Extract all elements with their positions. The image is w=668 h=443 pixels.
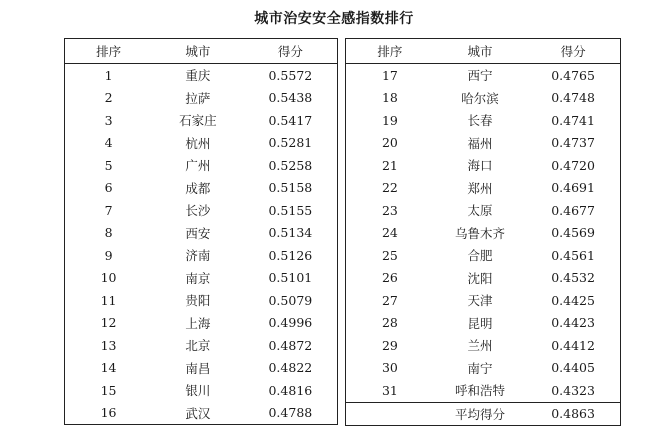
cell-score: 0.4741 <box>551 112 595 128</box>
cell-city: 杭州 <box>185 135 211 151</box>
cell-rank <box>346 402 434 426</box>
cell-score: 0.5079 <box>268 292 313 308</box>
ranking-table-right <box>345 38 621 426</box>
cell-score: 0.4788 <box>244 402 338 425</box>
cell-city: 南宁 <box>467 360 493 376</box>
table-row <box>65 289 338 312</box>
cell-rank: 15 <box>100 382 117 398</box>
cell-rank: 9 <box>104 247 113 263</box>
average-row <box>346 402 621 426</box>
cell-rank: 20 <box>381 135 398 151</box>
cell-rank: 24 <box>381 225 398 241</box>
table-row <box>346 87 621 110</box>
cell-rank: 7 <box>104 202 113 218</box>
cell-rank: 19 <box>381 112 398 128</box>
cell-city: 南京 <box>185 270 211 286</box>
cell-city: 上海 <box>185 315 211 331</box>
cell-rank: 4 <box>104 135 113 151</box>
cell-city: 南昌 <box>185 360 211 376</box>
cell-city: 石家庄 <box>179 113 217 129</box>
header-score: 得分 <box>526 39 620 64</box>
cell-city: 北京 <box>185 338 211 354</box>
cell-rank: 23 <box>381 202 398 218</box>
cell-city: 海口 <box>467 158 493 174</box>
cell-score: 0.4816 <box>268 382 313 398</box>
cell-city: 合肥 <box>467 248 493 264</box>
cell-score: 0.5158 <box>268 180 313 196</box>
cell-score: 0.4423 <box>551 315 595 331</box>
cell-rank: 3 <box>104 112 113 128</box>
cell-score: 0.4720 <box>551 157 595 173</box>
header-city: 城市 <box>434 39 526 64</box>
average-label: 平均得分 <box>434 402 526 426</box>
cell-score: 0.4822 <box>268 360 313 376</box>
cell-rank: 10 <box>100 270 117 286</box>
cell-rank: 21 <box>381 157 398 173</box>
cell-rank: 30 <box>381 360 398 376</box>
table-row <box>65 177 338 200</box>
table-row <box>346 244 621 267</box>
table-row <box>65 357 338 380</box>
cell-rank: 1 <box>104 67 113 83</box>
table-row <box>65 154 338 177</box>
table-row <box>65 267 338 290</box>
cell-score: 0.4748 <box>551 90 595 106</box>
header-rank: 排序 <box>346 39 434 64</box>
table-row <box>346 222 621 245</box>
cell-city: 广州 <box>185 158 211 174</box>
cell-city: 长春 <box>467 113 493 129</box>
table-row <box>346 334 621 357</box>
table-row <box>346 154 621 177</box>
cell-score: 0.4425 <box>551 292 595 308</box>
cell-city: 重庆 <box>185 68 211 84</box>
header-city: 城市 <box>152 39 244 64</box>
cell-rank: 13 <box>100 337 117 353</box>
cell-city: 兰州 <box>467 338 493 354</box>
cell-score: 0.4323 <box>551 382 595 398</box>
table-row <box>346 132 621 155</box>
table-row <box>65 199 338 222</box>
table-row <box>346 109 621 132</box>
cell-rank: 22 <box>381 180 398 196</box>
table-header-row <box>346 39 621 64</box>
cell-city: 贵阳 <box>185 293 211 309</box>
cell-score: 0.4412 <box>551 337 595 353</box>
cell-rank: 27 <box>381 292 398 308</box>
page-title: 城市治安安全感指数排行 <box>254 11 414 27</box>
cell-score: 0.5258 <box>268 157 313 173</box>
table-row <box>346 64 621 87</box>
cell-rank: 25 <box>381 247 398 263</box>
cell-rank: 8 <box>104 225 113 241</box>
cell-score: 0.4872 <box>268 337 313 353</box>
cell-score: 0.5155 <box>268 202 313 218</box>
cell-score: 0.5101 <box>268 270 313 286</box>
table-row <box>65 379 338 402</box>
cell-score: 0.5281 <box>268 135 313 151</box>
cell-city: 沈阳 <box>467 270 493 286</box>
cell-score: 0.4405 <box>551 360 595 376</box>
table-row <box>346 289 621 312</box>
average-score: 0.4863 <box>526 402 620 426</box>
header-rank: 排序 <box>65 39 153 64</box>
cell-rank: 18 <box>381 90 398 106</box>
table-row <box>65 132 338 155</box>
cell-score: 0.5438 <box>268 90 313 106</box>
table-row <box>65 64 338 87</box>
table-row <box>65 334 338 357</box>
table-row <box>65 222 338 245</box>
cell-score: 0.5134 <box>268 225 313 241</box>
table-row <box>65 87 338 110</box>
cell-city: 武汉 <box>152 402 244 425</box>
cell-city: 西安 <box>185 225 211 241</box>
cell-rank: 2 <box>104 90 113 106</box>
cell-city: 西宁 <box>467 68 493 84</box>
cell-score: 0.5417 <box>268 112 313 128</box>
cell-city: 济南 <box>185 248 211 264</box>
cell-city: 昆明 <box>467 315 493 331</box>
header-score: 得分 <box>244 39 338 64</box>
table-row <box>346 267 621 290</box>
cell-city: 乌鲁木齐 <box>454 225 505 241</box>
table-row <box>65 244 338 267</box>
ranking-table-left <box>64 38 338 425</box>
cell-city: 太原 <box>467 203 493 219</box>
cell-score: 0.4737 <box>551 135 595 151</box>
cell-rank: 16 <box>65 402 153 425</box>
cell-rank: 5 <box>104 157 113 173</box>
cell-rank: 29 <box>381 337 398 353</box>
table-row <box>346 312 621 335</box>
cell-city: 长沙 <box>185 203 211 219</box>
cell-score: 0.4677 <box>551 202 595 218</box>
table-row <box>346 199 621 222</box>
cell-rank: 11 <box>100 292 117 308</box>
cell-rank: 26 <box>381 270 398 286</box>
cell-score: 0.5572 <box>268 67 313 83</box>
cell-rank: 31 <box>381 382 398 398</box>
table-header-row <box>65 39 338 64</box>
table-row <box>346 177 621 200</box>
cell-city: 天津 <box>467 293 493 309</box>
cell-city: 郑州 <box>467 180 493 196</box>
cell-score: 0.4765 <box>551 67 595 83</box>
cell-city: 成都 <box>185 180 211 196</box>
cell-score: 0.4561 <box>551 247 595 263</box>
cell-city: 哈尔滨 <box>461 90 499 106</box>
cell-score: 0.4996 <box>268 315 313 331</box>
cell-city: 拉萨 <box>185 90 211 106</box>
cell-rank: 17 <box>381 67 398 83</box>
cell-rank: 12 <box>100 315 117 331</box>
cell-score: 0.5126 <box>268 247 313 263</box>
cell-score: 0.4569 <box>551 225 595 241</box>
table-row <box>65 402 338 425</box>
cell-score: 0.4532 <box>551 270 595 286</box>
table-row <box>65 312 338 335</box>
table-row <box>346 357 621 380</box>
cell-score: 0.4691 <box>551 180 595 196</box>
cell-city: 银川 <box>185 383 211 399</box>
cell-rank: 28 <box>381 315 398 331</box>
table-row <box>65 109 338 132</box>
cell-rank: 6 <box>104 180 113 196</box>
table-row <box>346 379 621 402</box>
cell-city: 呼和浩特 <box>454 383 505 399</box>
cell-city: 福州 <box>467 135 493 151</box>
cell-rank: 14 <box>100 360 117 376</box>
